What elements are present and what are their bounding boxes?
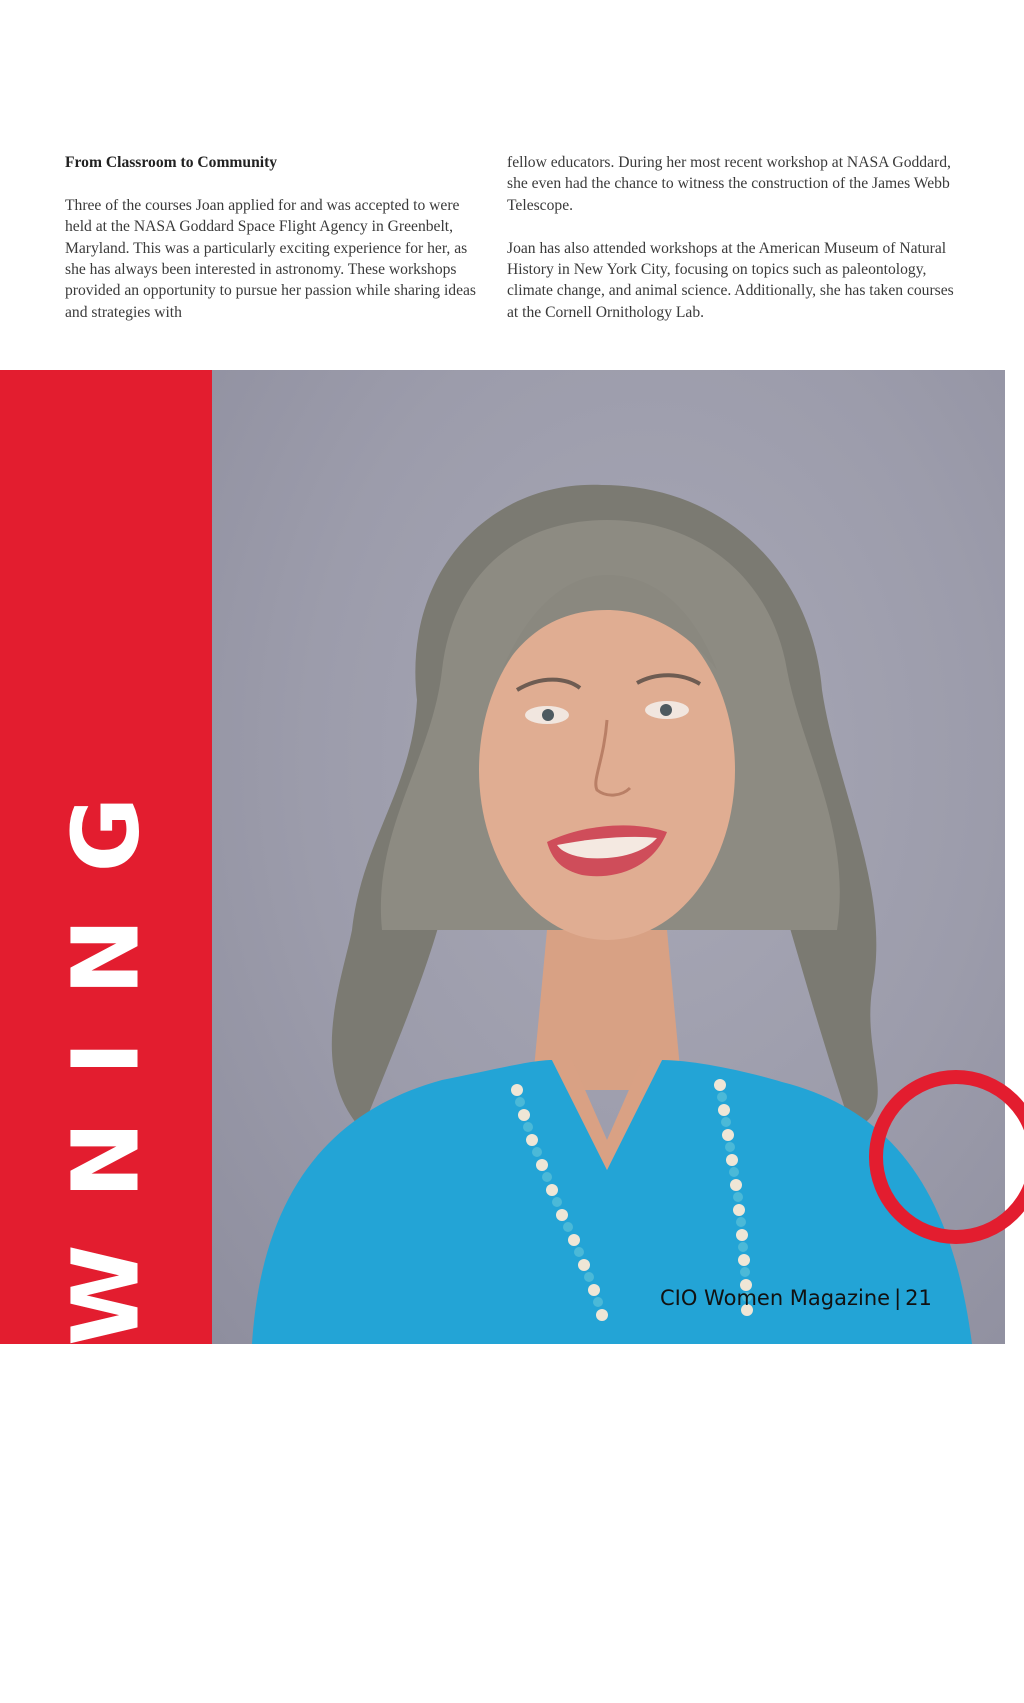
paragraph: fellow educators. During her most recent workshop at NASA Goddard, she even had the chance to witness the construction of the James Webb Telescope. [507, 154, 951, 214]
red-ring-decoration [868, 1069, 1024, 1245]
left-column [65, 152, 483, 345]
footer-separator: | [894, 1286, 902, 1310]
paragraph: Joan has also attended workshops at the American Museum of Natural History in New York City, focusing on topics such as paleontology, climate change, and animal science. Additionally, she has taken courses at the Cornell Ornithology Lab. [507, 239, 954, 321]
magazine-name: CIO Women Magazine [660, 1286, 891, 1310]
section-heading: From Classroom to Community [65, 154, 278, 171]
page-number: 21 [905, 1286, 932, 1310]
right-column [507, 152, 967, 345]
paragraph: Three of the courses Joan applied for and was accepted to were held at the NASA Goddard Space Flight Agency in Greenbelt, Maryland. This was a particularly exciting experience for her, as she has always been interested in astronomy. These workshops provided an opportunity to pursue her passion while sharing ideas and strategies with [65, 196, 476, 321]
vertical-name-text: BROWNING [52, 750, 160, 1703]
page-footer [660, 1286, 932, 1310]
red-side-banner [0, 370, 212, 1703]
